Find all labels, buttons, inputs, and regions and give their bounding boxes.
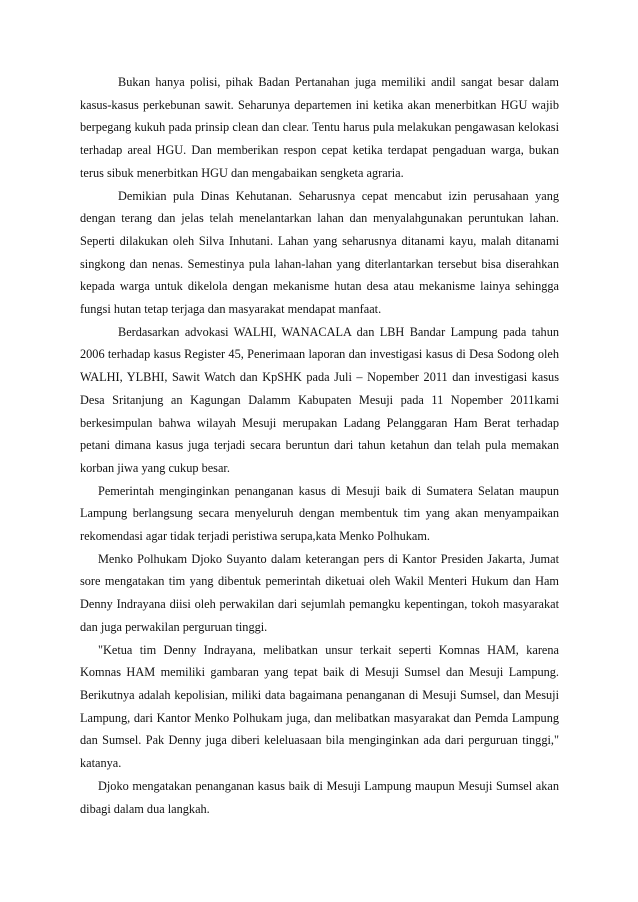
- paragraph-ketua-tim-quote: "Ketua tim Denny Indrayana, melibatkan unsur terkait seperti Komnas HAM, karena Komnas HAM memiliki gambaran yang tepat baik di Mesuji Sumsel dan Mesuji Lampung. Berikutnya adalah kepolisian, miliki data bagaimana penanganan di Mesuji Sumsel, dan Mesuji Lampung, dari Kantor Menko Polhukam juga, dan melibatkan masyarakat dan Pemda Lampung dan Sumsel. Pak Denny juga diberi keleluasaan bila menginginkan ada dari perguruan tinggi," katanya.: [80, 642, 559, 771]
- document-page: [80, 71, 559, 820]
- paragraph-djoko: Djoko mengatakan penanganan kasus baik di Mesuji Lampung maupun Mesuji Sumsel akan dibagi dalam dua langkah.: [80, 778, 559, 816]
- paragraph-pemerintah: Pemerintah menginginkan penanganan kasus di Mesuji baik di Sumatera Selatan maupun Lampung berlangsung secara menyeluruh dengan membentuk tim yang akan menyampaikan rekomendasi agar tidak terjadi peristiwa serupa,kata Menko Polhukam.: [80, 483, 559, 544]
- paragraph-menko-polhukam: Menko Polhukam Djoko Suyanto dalam keterangan pers di Kantor Presiden Jakarta, Jumat sore mengatakan tim yang dibentuk pemerintah diketuai oleh Wakil Menteri Hukum dan Ham Denny Indrayana diisi oleh perwakilan dari sejumlah pemangku kepentingan, tokoh masyarakat dan juga perwakilan perguruan tinggi.: [80, 551, 559, 634]
- paragraph-advokasi-walhi: Berdasarkan advokasi WALHI, WANACALA dan LBH Bandar Lampung pada tahun 2006 terhadap kasus Register 45, Penerimaan laporan dan investigasi kasus di Desa Sodong oleh WALHI, YLBHI, Sawit Watch dan KpSHK pada Juli – Nopember 2011 dan investigasi kasus Desa Sritanjung an Kagungan Dalamm Kabupaten Mesuji pada 11 Nopember 2011kami berkesimpulan bahwa wilayah Mesuji merupakan Ladang Pelanggaran Ham Berat terhadap petani dimana kasus juga terjadi secara beruntun dari tahun ketahun dan telah pula memakan korban jiwa yang cukup besar.: [80, 324, 559, 475]
- paragraph-badan-pertanahan: Bukan hanya polisi, pihak Badan Pertanahan juga memiliki andil sangat besar dalam kasus-kasus perkebunan sawit. Seharunya departemen ini ketika akan menerbitkan HGU wajib berpegang kukuh pada prinsip clean dan clear. Tentu harus pula melakukan pengawasan kelokasi terhadap areal HGU. Dan memberikan respon cepat ketika terdapat pengaduan warga, bukan terus sibuk menerbitkan HGU dan mengabaikan sengketa agraria.: [80, 75, 559, 180]
- paragraph-dinas-kehutanan: Demikian pula Dinas Kehutanan. Seharusnya cepat mencabut izin perusahaan yang dengan terang dan jelas telah menelantarkan lahan dan menyalahgunakan peruntukan lahan. Seperti dilakukan oleh Silva Inhutani. Lahan yang seharusnya ditanami kayu, malah ditanami singkong dan nenas. Semestinya pula lahan-lahan yang diterlantarkan tersebut bisa diserahkan kepada warga untuk dikelola dengan mekanisme hutan desa atau mekanisme lainya sehingga fungsi hutan tetap terjaga dan masyarakat mendapat manfaat.: [80, 188, 559, 317]
